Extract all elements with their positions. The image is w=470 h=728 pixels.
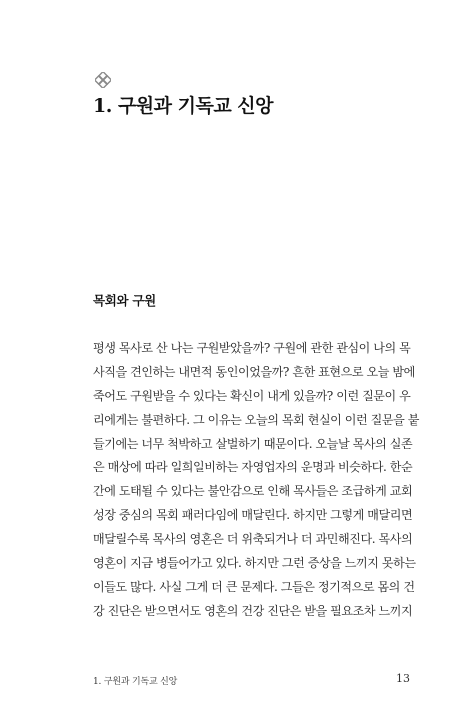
four-petal-ornament-icon	[95, 72, 111, 88]
body-line: 평생 목사로 산 나는 구원받았을까? 구원에 관한 관심이 나의 목	[93, 341, 411, 355]
body-line: 성장 중심의 목회 패러다임에 매달린다. 하지만 그렇게 매달리면	[93, 508, 413, 523]
section-heading: 목회와 구원	[93, 293, 156, 308]
body-line: 들기에는 너무 척박하고 살벌하기 때문이다. 오늘날 목사의 실존	[93, 436, 413, 451]
page-number: 13	[396, 672, 410, 685]
body-line: 사직을 견인하는 내면적 동인이었을까? 흔한 표현으로 오늘 밤에	[93, 364, 415, 379]
body-paragraph	[93, 337, 419, 624]
body-line: 죽어도 구원받을 수 있다는 확신이 내게 있을까? 이런 질문이 우	[93, 388, 411, 403]
body-line: 강 진단은 받으면서도 영혼의 건강 진단은 받을 필요조차 느끼지	[93, 603, 413, 618]
body-line: 은 매상에 따라 일희일비하는 자영업자의 운명과 비슷하다. 한순	[93, 460, 413, 475]
body-line: 매달릴수록 목사의 영혼은 더 위축되거나 더 과민해진다. 목사의	[93, 532, 413, 547]
body-line: 리에게는 불편하다. 그 이유는 오늘의 목회 현실이 이런 질문을 붙	[93, 412, 419, 427]
body-line: 이들도 많다. 사실 그게 더 큰 문제다. 그들은 정기적으로 몸의 건	[93, 579, 415, 594]
body-line: 영혼이 지금 병들어가고 있다. 하지만 그런 증상을 느끼지 못하는	[93, 556, 416, 571]
body-line: 간에 도태될 수 있다는 불안감으로 인해 목사들은 조급하게 교회	[93, 484, 413, 499]
chapter-title: 1. 구원과 기독교 신앙	[93, 95, 274, 117]
running-footer-title: 1. 구원과 기독교 신앙	[93, 677, 178, 687]
